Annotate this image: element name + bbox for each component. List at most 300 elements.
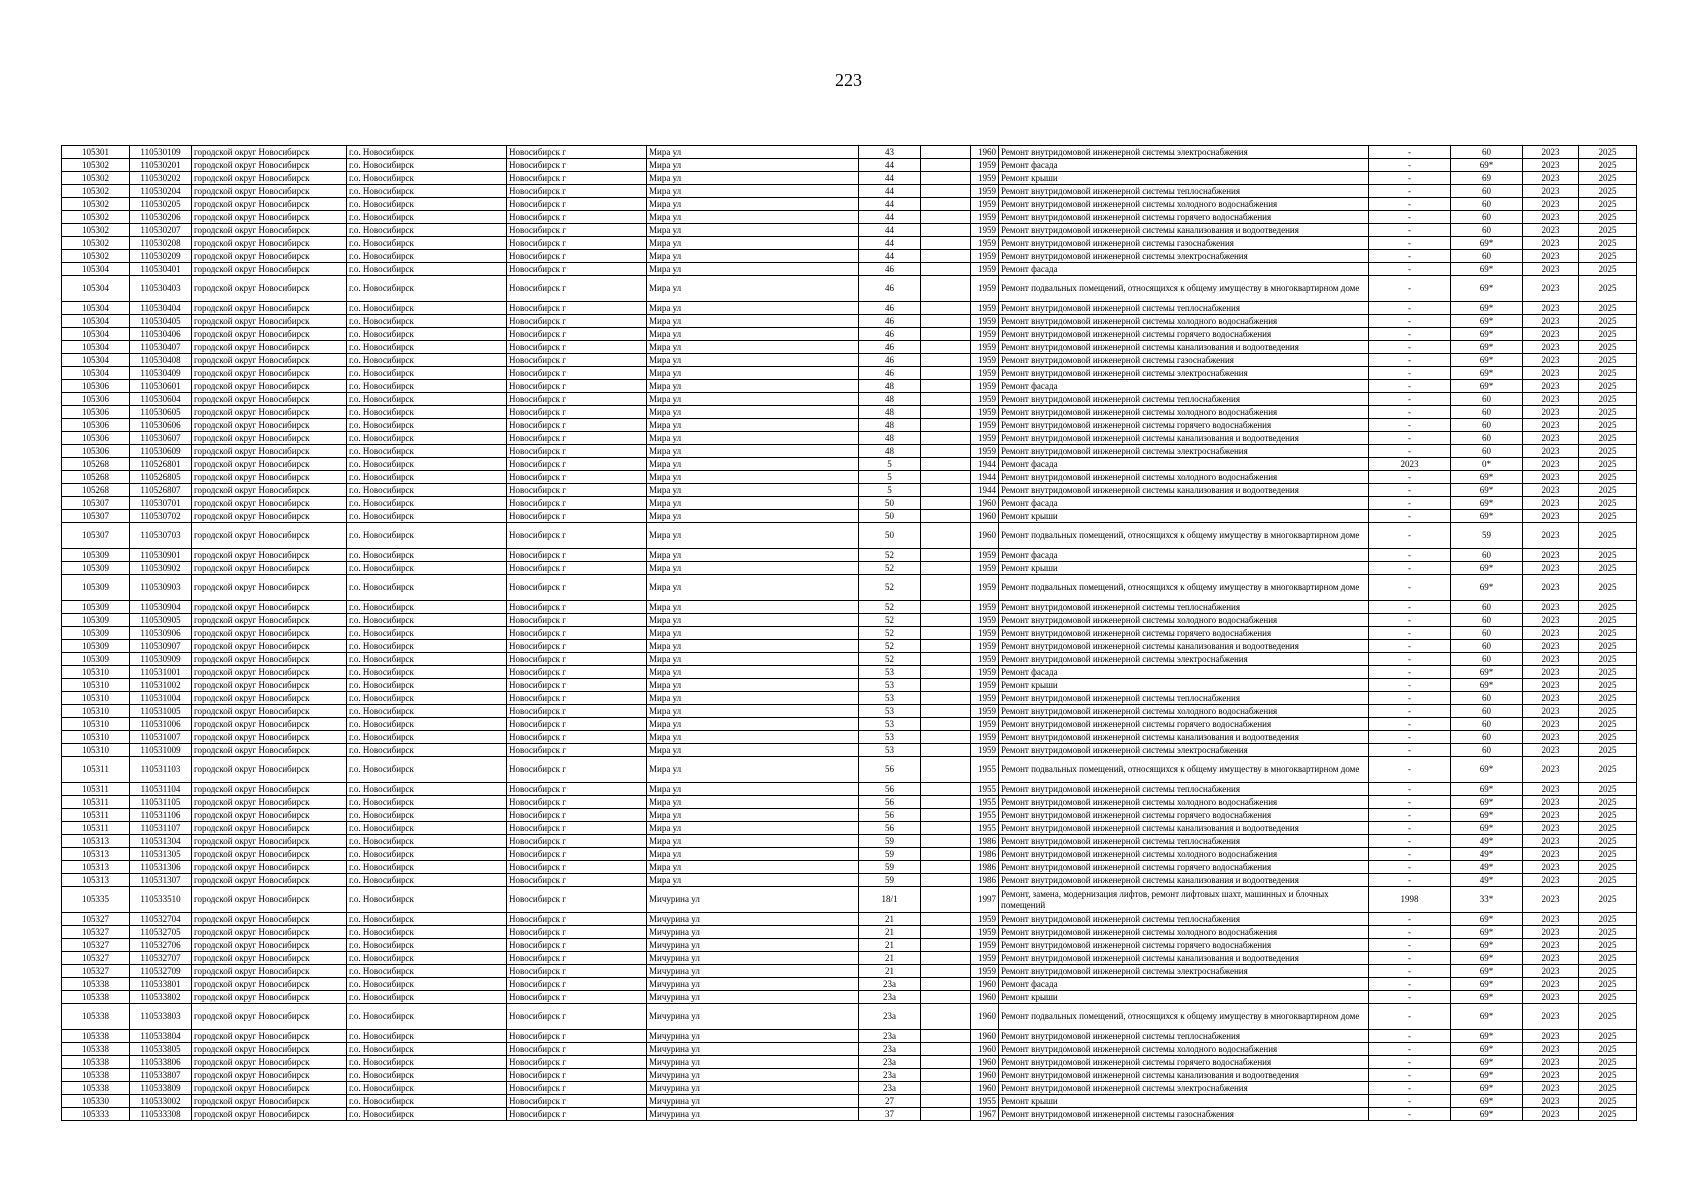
cell-last-repair-year: 1998 — [1369, 887, 1451, 913]
cell-start-year: 2023 — [1523, 913, 1579, 926]
cell-street: Мира ул — [647, 874, 859, 887]
cell-settlement: Новосибирск г — [507, 354, 647, 367]
cell-start-year: 2023 — [1523, 185, 1579, 198]
table-row — [62, 861, 1637, 874]
cell-construction-year: 1955 — [971, 783, 999, 796]
cell-house-number: 50 — [859, 523, 921, 549]
table-row — [62, 744, 1637, 757]
cell-urban-district: г.о. Новосибирск — [347, 835, 507, 848]
cell-street: Мира ул — [647, 796, 859, 809]
cell-construction-year: 1959 — [971, 198, 999, 211]
cell-start-year: 2023 — [1523, 757, 1579, 783]
cell-construction-year: 1960 — [971, 1030, 999, 1043]
cell-urban-district: г.о. Новосибирск — [347, 861, 507, 874]
cell-wear-percent: 49* — [1451, 848, 1523, 861]
cell-house-id: 105335 — [62, 887, 130, 913]
cell-house-id: 105310 — [62, 705, 130, 718]
cell-house-id: 105302 — [62, 159, 130, 172]
cell-start-year: 2023 — [1523, 848, 1579, 861]
cell-house-number: 52 — [859, 653, 921, 666]
cell-end-year: 2025 — [1579, 601, 1637, 614]
cell-last-repair-year: - — [1369, 809, 1451, 822]
cell-work-type: Ремонт внутридомовой инженерной системы электроснабжения — [999, 146, 1369, 159]
cell-last-repair-year: - — [1369, 497, 1451, 510]
table-row — [62, 1108, 1637, 1121]
cell-start-year: 2023 — [1523, 965, 1579, 978]
cell-building — [921, 1069, 971, 1082]
cell-construction-year: 1959 — [971, 653, 999, 666]
cell-street: Мичурина ул — [647, 939, 859, 952]
cell-end-year: 2025 — [1579, 679, 1637, 692]
cell-house-id: 105333 — [62, 1108, 130, 1121]
table-row — [62, 315, 1637, 328]
cell-street: Мира ул — [647, 393, 859, 406]
cell-house-number: 46 — [859, 276, 921, 302]
cell-construction-year: 1959 — [971, 276, 999, 302]
cell-municipality: городской округ Новосибирск — [192, 263, 347, 276]
cell-urban-district: г.о. Новосибирск — [347, 484, 507, 497]
cell-building — [921, 575, 971, 601]
cell-end-year: 2025 — [1579, 861, 1637, 874]
cell-building — [921, 1108, 971, 1121]
cell-work-type: Ремонт внутридомовой инженерной системы газоснабжения — [999, 354, 1369, 367]
cell-end-year: 2025 — [1579, 913, 1637, 926]
cell-building — [921, 1056, 971, 1069]
cell-street: Мира ул — [647, 484, 859, 497]
cell-building — [921, 250, 971, 263]
cell-house-number: 23а — [859, 1043, 921, 1056]
cell-wear-percent: 59 — [1451, 523, 1523, 549]
cell-urban-district: г.о. Новосибирск — [347, 679, 507, 692]
cell-work-type: Ремонт внутридомовой инженерной системы теплоснабжения — [999, 601, 1369, 614]
cell-construction-year: 1997 — [971, 887, 999, 913]
cell-work-code: 110533807 — [130, 1069, 192, 1082]
cell-work-type: Ремонт внутридомовой инженерной системы канализования и водоотведения — [999, 484, 1369, 497]
cell-work-code: 110530202 — [130, 172, 192, 185]
cell-house-number: 46 — [859, 354, 921, 367]
cell-last-repair-year: - — [1369, 1082, 1451, 1095]
cell-end-year: 2025 — [1579, 1082, 1637, 1095]
cell-street: Мичурина ул — [647, 913, 859, 926]
cell-construction-year: 1960 — [971, 146, 999, 159]
cell-municipality: городской округ Новосибирск — [192, 146, 347, 159]
cell-work-code: 110531103 — [130, 757, 192, 783]
cell-last-repair-year: - — [1369, 705, 1451, 718]
table-row — [62, 354, 1637, 367]
cell-last-repair-year: - — [1369, 185, 1451, 198]
cell-street: Мичурина ул — [647, 1095, 859, 1108]
cell-construction-year: 1986 — [971, 861, 999, 874]
cell-building — [921, 484, 971, 497]
cell-house-id: 105302 — [62, 172, 130, 185]
cell-building — [921, 159, 971, 172]
cell-municipality: городской округ Новосибирск — [192, 939, 347, 952]
cell-start-year: 2023 — [1523, 302, 1579, 315]
cell-work-code: 110531007 — [130, 731, 192, 744]
cell-house-number: 44 — [859, 198, 921, 211]
cell-start-year: 2023 — [1523, 1030, 1579, 1043]
cell-last-repair-year: - — [1369, 523, 1451, 549]
cell-municipality: городской округ Новосибирск — [192, 159, 347, 172]
cell-last-repair-year: - — [1369, 627, 1451, 640]
cell-start-year: 2023 — [1523, 601, 1579, 614]
cell-last-repair-year: - — [1369, 640, 1451, 653]
cell-last-repair-year: - — [1369, 601, 1451, 614]
cell-work-type: Ремонт внутридомовой инженерной системы электроснабжения — [999, 367, 1369, 380]
cell-building — [921, 848, 971, 861]
table-row — [62, 1004, 1637, 1030]
cell-end-year: 2025 — [1579, 445, 1637, 458]
cell-settlement: Новосибирск г — [507, 848, 647, 861]
cell-wear-percent: 69* — [1451, 380, 1523, 393]
cell-house-number: 50 — [859, 510, 921, 523]
cell-work-type: Ремонт внутридомовой инженерной системы теплоснабжения — [999, 1030, 1369, 1043]
cell-street: Мира ул — [647, 471, 859, 484]
cell-start-year: 2023 — [1523, 484, 1579, 497]
table-row — [62, 952, 1637, 965]
cell-wear-percent: 69* — [1451, 341, 1523, 354]
cell-wear-percent: 69* — [1451, 822, 1523, 835]
cell-municipality: городской округ Новосибирск — [192, 978, 347, 991]
cell-start-year: 2023 — [1523, 991, 1579, 1004]
cell-work-type: Ремонт внутридомовой инженерной системы канализования и водоотведения — [999, 731, 1369, 744]
cell-end-year: 2025 — [1579, 666, 1637, 679]
table-row — [62, 679, 1637, 692]
cell-building — [921, 445, 971, 458]
cell-work-code: 110530405 — [130, 315, 192, 328]
cell-urban-district: г.о. Новосибирск — [347, 224, 507, 237]
cell-building — [921, 1043, 971, 1056]
cell-end-year: 2025 — [1579, 224, 1637, 237]
cell-wear-percent: 69* — [1451, 1082, 1523, 1095]
table-row — [62, 510, 1637, 523]
cell-last-repair-year: - — [1369, 1108, 1451, 1121]
cell-end-year: 2025 — [1579, 731, 1637, 744]
cell-start-year: 2023 — [1523, 939, 1579, 952]
cell-municipality: городской округ Новосибирск — [192, 757, 347, 783]
cell-end-year: 2025 — [1579, 523, 1637, 549]
cell-last-repair-year: - — [1369, 276, 1451, 302]
cell-urban-district: г.о. Новосибирск — [347, 939, 507, 952]
cell-street: Мира ул — [647, 692, 859, 705]
cell-street: Мичурина ул — [647, 1043, 859, 1056]
cell-urban-district: г.о. Новосибирск — [347, 185, 507, 198]
cell-construction-year: 1959 — [971, 731, 999, 744]
cell-wear-percent: 69* — [1451, 666, 1523, 679]
cell-end-year: 2025 — [1579, 952, 1637, 965]
cell-end-year: 2025 — [1579, 653, 1637, 666]
cell-construction-year: 1959 — [971, 627, 999, 640]
cell-municipality: городской округ Новосибирск — [192, 861, 347, 874]
cell-municipality: городской округ Новосибирск — [192, 250, 347, 263]
cell-last-repair-year: - — [1369, 237, 1451, 250]
cell-last-repair-year: - — [1369, 380, 1451, 393]
cell-construction-year: 1955 — [971, 822, 999, 835]
cell-work-type: Ремонт внутридомовой инженерной системы горячего водоснабжения — [999, 1056, 1369, 1069]
cell-settlement: Новосибирск г — [507, 224, 647, 237]
cell-work-code: 110531306 — [130, 861, 192, 874]
cell-work-code: 110531307 — [130, 874, 192, 887]
cell-street: Мичурина ул — [647, 1004, 859, 1030]
cell-work-type: Ремонт крыши — [999, 562, 1369, 575]
cell-wear-percent: 60 — [1451, 692, 1523, 705]
cell-settlement: Новосибирск г — [507, 1095, 647, 1108]
cell-start-year: 2023 — [1523, 367, 1579, 380]
cell-wear-percent: 0* — [1451, 458, 1523, 471]
cell-settlement: Новосибирск г — [507, 679, 647, 692]
cell-street: Мира ул — [647, 549, 859, 562]
cell-street: Мира ул — [647, 562, 859, 575]
table-row — [62, 1095, 1637, 1108]
cell-settlement: Новосибирск г — [507, 822, 647, 835]
cell-house-id: 105310 — [62, 718, 130, 731]
cell-wear-percent: 69* — [1451, 263, 1523, 276]
cell-last-repair-year: - — [1369, 653, 1451, 666]
table-row — [62, 302, 1637, 315]
cell-house-id: 105309 — [62, 575, 130, 601]
cell-work-type: Ремонт внутридомовой инженерной системы холодного водоснабжения — [999, 614, 1369, 627]
cell-work-type: Ремонт внутридомовой инженерной системы холодного водоснабжения — [999, 198, 1369, 211]
cell-start-year: 2023 — [1523, 458, 1579, 471]
cell-end-year: 2025 — [1579, 562, 1637, 575]
cell-house-id: 105302 — [62, 211, 130, 224]
cell-work-code: 110533809 — [130, 1082, 192, 1095]
cell-last-repair-year: - — [1369, 744, 1451, 757]
cell-building — [921, 692, 971, 705]
cell-house-number: 52 — [859, 562, 921, 575]
cell-settlement: Новосибирск г — [507, 328, 647, 341]
cell-work-code: 110532704 — [130, 913, 192, 926]
cell-construction-year: 1959 — [971, 302, 999, 315]
cell-settlement: Новосибирск г — [507, 1004, 647, 1030]
cell-construction-year: 1959 — [971, 718, 999, 731]
cell-work-code: 110530703 — [130, 523, 192, 549]
cell-work-code: 110530207 — [130, 224, 192, 237]
table-row — [62, 887, 1637, 913]
table-row — [62, 224, 1637, 237]
cell-municipality: городской округ Новосибирск — [192, 562, 347, 575]
cell-street: Мира ул — [647, 809, 859, 822]
cell-house-number: 59 — [859, 848, 921, 861]
cell-construction-year: 1959 — [971, 913, 999, 926]
cell-house-id: 105327 — [62, 913, 130, 926]
cell-last-repair-year: - — [1369, 861, 1451, 874]
cell-municipality: городской округ Новосибирск — [192, 302, 347, 315]
cell-house-number: 43 — [859, 146, 921, 159]
cell-wear-percent: 69* — [1451, 1069, 1523, 1082]
cell-house-number: 21 — [859, 913, 921, 926]
cell-settlement: Новосибирск г — [507, 497, 647, 510]
table-row — [62, 1069, 1637, 1082]
cell-construction-year: 1959 — [971, 237, 999, 250]
cell-municipality: городской округ Новосибирск — [192, 796, 347, 809]
cell-work-type: Ремонт крыши — [999, 510, 1369, 523]
table-row — [62, 250, 1637, 263]
cell-last-repair-year: - — [1369, 1004, 1451, 1030]
cell-settlement: Новосибирск г — [507, 926, 647, 939]
cell-municipality: городской округ Новосибирск — [192, 1095, 347, 1108]
cell-wear-percent: 69* — [1451, 575, 1523, 601]
cell-municipality: городской округ Новосибирск — [192, 653, 347, 666]
table-row — [62, 835, 1637, 848]
cell-street: Мира ул — [647, 640, 859, 653]
cell-work-type: Ремонт внутридомовой инженерной системы теплоснабжения — [999, 692, 1369, 705]
cell-urban-district: г.о. Новосибирск — [347, 393, 507, 406]
cell-street: Мичурина ул — [647, 1030, 859, 1043]
cell-work-type: Ремонт крыши — [999, 679, 1369, 692]
cell-work-type: Ремонт подвальных помещений, относящихся к общему имуществу в многоквартирном доме — [999, 523, 1369, 549]
cell-end-year: 2025 — [1579, 1043, 1637, 1056]
cell-house-id: 105307 — [62, 497, 130, 510]
cell-urban-district: г.о. Новосибирск — [347, 848, 507, 861]
cell-construction-year: 1944 — [971, 484, 999, 497]
cell-end-year: 2025 — [1579, 1108, 1637, 1121]
cell-work-code: 110530205 — [130, 198, 192, 211]
cell-municipality: городской округ Новосибирск — [192, 497, 347, 510]
cell-construction-year: 1959 — [971, 445, 999, 458]
cell-street: Мира ул — [647, 601, 859, 614]
cell-wear-percent: 69* — [1451, 679, 1523, 692]
cell-municipality: городской округ Новосибирск — [192, 341, 347, 354]
cell-last-repair-year: - — [1369, 822, 1451, 835]
cell-urban-district: г.о. Новосибирск — [347, 497, 507, 510]
cell-house-number: 56 — [859, 822, 921, 835]
table-row — [62, 237, 1637, 250]
cell-urban-district: г.о. Новосибирск — [347, 1056, 507, 1069]
cell-street: Мира ул — [647, 497, 859, 510]
cell-building — [921, 497, 971, 510]
cell-work-type: Ремонт внутридомовой инженерной системы электроснабжения — [999, 445, 1369, 458]
cell-start-year: 2023 — [1523, 1043, 1579, 1056]
cell-house-id: 105310 — [62, 744, 130, 757]
cell-last-repair-year: - — [1369, 718, 1451, 731]
cell-wear-percent: 69 — [1451, 172, 1523, 185]
cell-street: Мира ул — [647, 614, 859, 627]
cell-house-number: 5 — [859, 471, 921, 484]
cell-wear-percent: 60 — [1451, 640, 1523, 653]
cell-wear-percent: 69* — [1451, 471, 1523, 484]
cell-settlement: Новосибирск г — [507, 237, 647, 250]
cell-construction-year: 1959 — [971, 601, 999, 614]
cell-work-type: Ремонт внутридомовой инженерной системы газоснабжения — [999, 1108, 1369, 1121]
cell-work-code: 110533510 — [130, 887, 192, 913]
table-row — [62, 848, 1637, 861]
cell-wear-percent: 69* — [1451, 796, 1523, 809]
cell-building — [921, 510, 971, 523]
cell-work-code: 110530902 — [130, 562, 192, 575]
cell-house-id: 105310 — [62, 679, 130, 692]
cell-work-type: Ремонт подвальных помещений, относящихся к общему имуществу в многоквартирном доме — [999, 575, 1369, 601]
cell-house-id: 105309 — [62, 614, 130, 627]
cell-construction-year: 1959 — [971, 432, 999, 445]
cell-municipality: городской округ Новосибирск — [192, 627, 347, 640]
cell-house-id: 105304 — [62, 367, 130, 380]
cell-last-repair-year: - — [1369, 679, 1451, 692]
cell-building — [921, 822, 971, 835]
cell-house-id: 105327 — [62, 952, 130, 965]
cell-street: Мира ул — [647, 757, 859, 783]
cell-urban-district: г.о. Новосибирск — [347, 549, 507, 562]
cell-start-year: 2023 — [1523, 1108, 1579, 1121]
cell-work-type: Ремонт внутридомовой инженерной системы электроснабжения — [999, 653, 1369, 666]
cell-work-code: 110532709 — [130, 965, 192, 978]
cell-construction-year: 1955 — [971, 809, 999, 822]
cell-work-type: Ремонт фасада — [999, 458, 1369, 471]
cell-street: Мира ул — [647, 419, 859, 432]
cell-house-number: 48 — [859, 419, 921, 432]
cell-work-type: Ремонт внутридомовой инженерной системы горячего водоснабжения — [999, 627, 1369, 640]
cell-house-id: 105313 — [62, 848, 130, 861]
cell-house-number: 53 — [859, 744, 921, 757]
cell-urban-district: г.о. Новосибирск — [347, 1069, 507, 1082]
cell-wear-percent: 69* — [1451, 1095, 1523, 1108]
cell-house-number: 44 — [859, 211, 921, 224]
cell-wear-percent: 60 — [1451, 445, 1523, 458]
cell-building — [921, 601, 971, 614]
cell-urban-district: г.о. Новосибирск — [347, 887, 507, 913]
cell-work-type: Ремонт внутридомовой инженерной системы холодного водоснабжения — [999, 315, 1369, 328]
cell-urban-district: г.о. Новосибирск — [347, 783, 507, 796]
cell-building — [921, 887, 971, 913]
cell-wear-percent: 60 — [1451, 211, 1523, 224]
cell-start-year: 2023 — [1523, 263, 1579, 276]
cell-municipality: городской округ Новосибирск — [192, 471, 347, 484]
cell-last-repair-year: - — [1369, 328, 1451, 341]
cell-municipality: городской округ Новосибирск — [192, 744, 347, 757]
cell-building — [921, 419, 971, 432]
table-row — [62, 809, 1637, 822]
cell-work-code: 110533002 — [130, 1095, 192, 1108]
cell-construction-year: 1986 — [971, 848, 999, 861]
cell-end-year: 2025 — [1579, 172, 1637, 185]
cell-wear-percent: 60 — [1451, 146, 1523, 159]
table-row — [62, 328, 1637, 341]
cell-start-year: 2023 — [1523, 874, 1579, 887]
cell-municipality: городской округ Новосибирск — [192, 276, 347, 302]
cell-work-type: Ремонт крыши — [999, 991, 1369, 1004]
cell-building — [921, 276, 971, 302]
cell-house-number: 23а — [859, 978, 921, 991]
cell-work-type: Ремонт внутридомовой инженерной системы теплоснабжения — [999, 783, 1369, 796]
cell-wear-percent: 60 — [1451, 718, 1523, 731]
cell-work-type: Ремонт подвальных помещений, относящихся к общему имуществу в многоквартирном доме — [999, 1004, 1369, 1030]
cell-settlement: Новосибирск г — [507, 263, 647, 276]
cell-building — [921, 874, 971, 887]
cell-construction-year: 1960 — [971, 978, 999, 991]
cell-street: Мира ул — [647, 861, 859, 874]
cell-house-number: 23а — [859, 1056, 921, 1069]
cell-end-year: 2025 — [1579, 510, 1637, 523]
cell-wear-percent: 49* — [1451, 861, 1523, 874]
cell-municipality: городской округ Новосибирск — [192, 1030, 347, 1043]
cell-building — [921, 705, 971, 718]
cell-end-year: 2025 — [1579, 250, 1637, 263]
cell-house-number: 21 — [859, 939, 921, 952]
cell-work-type: Ремонт внутридомовой инженерной системы теплоснабжения — [999, 393, 1369, 406]
cell-wear-percent: 69* — [1451, 276, 1523, 302]
cell-work-type: Ремонт внутридомовой инженерной системы горячего водоснабжения — [999, 809, 1369, 822]
table-row — [62, 419, 1637, 432]
cell-work-code: 110533308 — [130, 1108, 192, 1121]
cell-start-year: 2023 — [1523, 653, 1579, 666]
cell-construction-year: 1959 — [971, 380, 999, 393]
cell-end-year: 2025 — [1579, 848, 1637, 861]
cell-urban-district: г.о. Новосибирск — [347, 471, 507, 484]
table-body — [62, 146, 1637, 1121]
cell-start-year: 2023 — [1523, 783, 1579, 796]
cell-urban-district: г.о. Новосибирск — [347, 432, 507, 445]
table-row — [62, 1030, 1637, 1043]
